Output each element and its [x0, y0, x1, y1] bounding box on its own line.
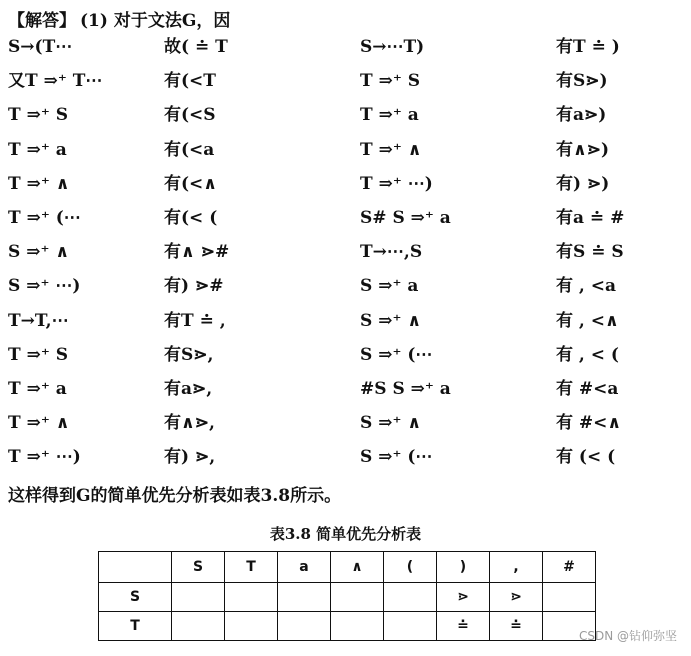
derived-relation: 有S⋗) — [556, 71, 608, 92]
derivation-grid — [8, 34, 678, 478]
derived-relation: 有∧⋗, — [164, 413, 215, 434]
derivation-expression: S ⇒⁺ ∧ — [8, 242, 70, 263]
derived-relation: 有∧ ⋗# — [164, 242, 230, 263]
table-header-cell: ) — [437, 552, 490, 583]
derived-relation: 有 (< ( — [556, 447, 616, 468]
derivation-expression: S ⇒⁺ ∧ — [360, 413, 422, 434]
derivation-row — [8, 342, 678, 376]
derived-relation: 有T ≐ ) — [556, 37, 620, 57]
answer-heading — [8, 6, 230, 31]
table-cell: ⋗ — [490, 583, 543, 612]
derivation-row — [8, 444, 678, 478]
derivation-expression: S ⇒⁺ a — [360, 276, 419, 297]
derivation-expression: T ⇒⁺ S — [8, 105, 68, 126]
derivation-expression: S ⇒⁺ ⋯) — [8, 276, 81, 297]
derived-relation: 有) ⋗# — [164, 276, 224, 297]
precedence-table — [98, 551, 596, 641]
derived-relation: 有) ⋗) — [556, 173, 610, 194]
derivation-expression: S→(T⋯ — [8, 37, 73, 57]
derivation-row — [8, 102, 678, 136]
table-cell — [384, 583, 437, 612]
derivation-expression: T ⇒⁺ (⋯ — [8, 207, 81, 228]
derived-relation: 有a ≐ # — [556, 207, 625, 228]
table-cell — [331, 583, 384, 612]
derived-relation: 有a⋗) — [556, 105, 607, 126]
derivation-expression: T ⇒⁺ ∧ — [8, 413, 70, 434]
derived-relation: 有 #<∧ — [556, 413, 622, 434]
derivation-row — [8, 308, 678, 342]
table-header-cell: a — [278, 552, 331, 583]
derivation-expression: S→⋯T) — [360, 37, 425, 57]
table-cell — [278, 583, 331, 612]
table-cell — [331, 612, 384, 641]
derivation-expression: T ⇒⁺ ∧ — [8, 173, 70, 194]
table-header-cell — [99, 552, 172, 583]
derivation-row — [8, 273, 678, 307]
derivation-row — [8, 68, 678, 102]
derived-relation: 有 , < ( — [556, 344, 619, 365]
table-cell: ⋗ — [437, 583, 490, 612]
derived-relation: 有 #<a — [556, 378, 619, 399]
derivation-expression: S# S ⇒⁺ a — [360, 207, 451, 228]
derivation-row — [8, 205, 678, 239]
derived-relation: 有 , <a — [556, 276, 617, 297]
table-cell — [384, 612, 437, 641]
derived-relation: 有(<T — [164, 71, 216, 92]
table-cell: ≐ — [490, 612, 543, 641]
derived-relation: 有) ⋗, — [164, 447, 216, 468]
derived-relation: 有S⋗, — [164, 344, 214, 365]
derived-relation: 有(<∧ — [164, 173, 218, 194]
derivation-expression: T ⇒⁺ a — [8, 378, 67, 399]
table-cell — [172, 583, 225, 612]
derivation-expression: S ⇒⁺ (⋯ — [360, 344, 433, 365]
row-header-cell: S — [99, 583, 172, 612]
table-cell — [278, 612, 331, 641]
table-header-cell: ( — [384, 552, 437, 583]
derivation-row — [8, 410, 678, 444]
derived-relation: 有 , <∧ — [556, 310, 619, 331]
derivation-row — [8, 376, 678, 410]
derivation-expression: T ⇒⁺ ∧ — [360, 139, 422, 160]
table-header-cell: T — [225, 552, 278, 583]
table-cell — [225, 612, 278, 641]
table-header-cell: S — [172, 552, 225, 583]
watermark: CSDN @钻仰弥坚 — [578, 629, 677, 643]
derivation-expression: T ⇒⁺ S — [360, 71, 420, 92]
derivation-expression: T ⇒⁺ a — [8, 139, 67, 160]
table-header-cell: # — [543, 552, 596, 583]
derivation-expression: S ⇒⁺ ∧ — [360, 310, 422, 331]
derivation-expression: T ⇒⁺ ⋯) — [8, 447, 81, 468]
table-cell — [172, 612, 225, 641]
table-cell: ≐ — [437, 612, 490, 641]
table-row — [99, 583, 596, 612]
derivation-expression: T→⋯,S — [360, 242, 423, 263]
derivation-row — [8, 171, 678, 205]
answer-tag: 【解答】 — [8, 11, 76, 31]
row-header-cell: T — [99, 612, 172, 641]
derived-relation: 有S ≐ S — [556, 242, 624, 263]
derivation-expression: #S S ⇒⁺ a — [360, 378, 451, 399]
answer-intro: (1) 对于文法G，因 — [80, 11, 231, 31]
summary-text: 这样得到G的简单优先分析表如表3.8所示。 — [8, 486, 342, 506]
table-cell — [543, 583, 596, 612]
table-header-cell: , — [490, 552, 543, 583]
derived-relation: 有(< ( — [164, 207, 218, 228]
table-row — [99, 612, 596, 641]
derivation-row — [8, 137, 678, 171]
derived-relation: 有∧⋗) — [556, 139, 610, 160]
derived-relation: 有a⋗, — [164, 378, 213, 399]
derivation-expression: 又T ⇒⁺ T⋯ — [8, 71, 103, 92]
derived-relation: 有(<S — [164, 105, 216, 126]
derivation-row — [8, 34, 678, 68]
derivation-expression: T ⇒⁺ a — [360, 105, 419, 126]
table-cell — [225, 583, 278, 612]
derived-relation: 有T ≐ , — [164, 310, 226, 331]
table-header-cell: ∧ — [331, 552, 384, 583]
derived-relation: 有(<a — [164, 139, 215, 160]
derived-relation: 故( ≐ T — [164, 37, 228, 57]
derivation-row — [8, 239, 678, 273]
derivation-expression: T→T,⋯ — [8, 310, 69, 331]
derivation-expression: T ⇒⁺ S — [8, 344, 68, 365]
table-header-row — [99, 552, 596, 583]
derivation-expression: S ⇒⁺ (⋯ — [360, 447, 433, 468]
derivation-expression: T ⇒⁺ ⋯) — [360, 173, 433, 194]
table-caption: 表3.8 简单优先分析表 — [269, 525, 422, 543]
